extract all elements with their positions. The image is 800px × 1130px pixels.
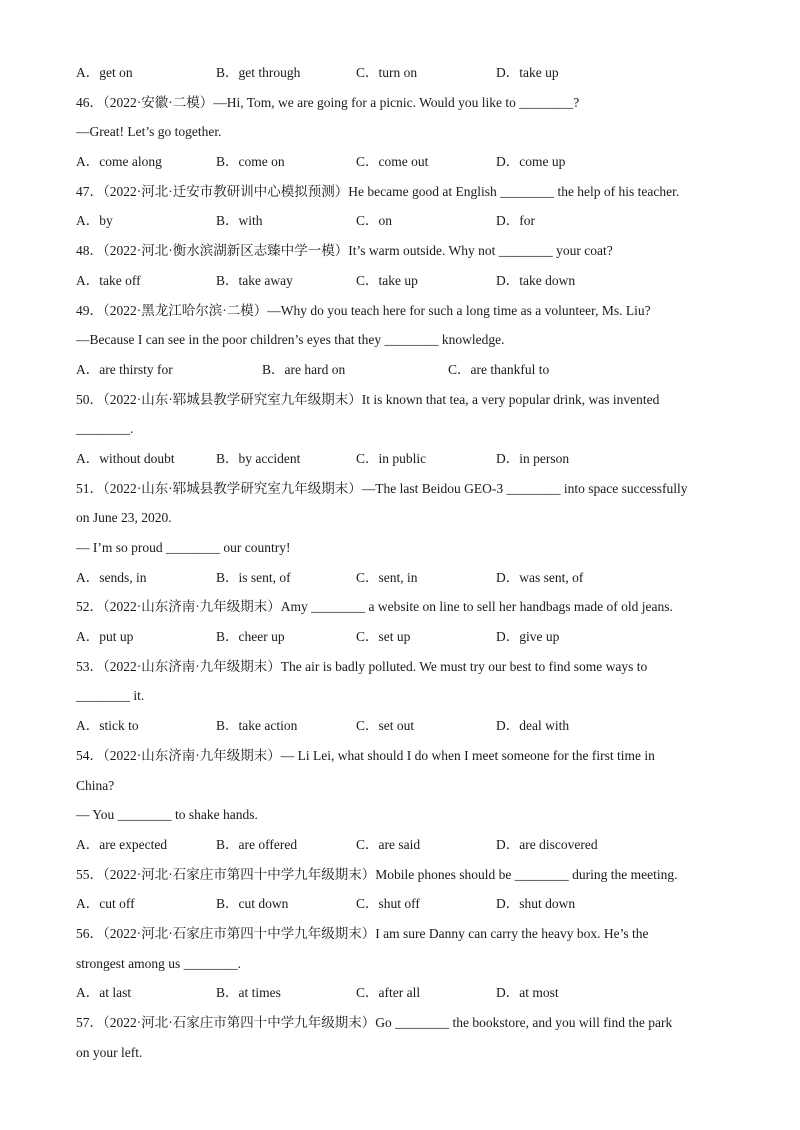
- question-text-line: China?: [76, 777, 115, 793]
- answer-options-row: [76, 58, 736, 88]
- question-text-line: on your left.: [76, 1044, 143, 1060]
- answer-option: B．by accident: [216, 450, 301, 466]
- question-text-line: 47．（2022·河北·迁安市教研训中心模拟预测）He became good at English ________ the help of his teacher.: [76, 183, 680, 199]
- question-text-line: ________.: [76, 421, 134, 437]
- answer-option: C．turn on: [356, 65, 418, 80]
- question-text-line: 56．（2022·河北·石家庄市第四十中学九年级期末）I am sure Danny can carry the heavy box. He’s the: [76, 925, 649, 941]
- answer-option: C．take up: [356, 272, 418, 288]
- answer-option: A．by: [76, 213, 113, 229]
- answer-option: C．shut off: [356, 896, 420, 912]
- answer-option: D．come up: [496, 154, 566, 170]
- exercise-page: [76, 58, 736, 1067]
- answer-option: D．for: [496, 213, 535, 229]
- answer-option: C．come out: [356, 154, 429, 170]
- answer-options-row: [76, 355, 736, 385]
- question-text-line: 46．（2022·安徽·二模）—Hi, Tom, we are going for a picnic. Would you like to ________?: [76, 94, 580, 110]
- question-text-line: —Because I can see in the poor children’s eyes that they ________ knowledge.: [76, 332, 505, 348]
- answer-option: A．come along: [76, 154, 162, 170]
- answer-option: A．without doubt: [76, 450, 175, 466]
- answer-option: D．give up: [496, 629, 560, 645]
- answer-option: A．are expected: [76, 836, 168, 852]
- answer-options-row: [76, 147, 736, 177]
- question-text-line: 52．（2022·山东济南·九年级期末）Amy ________ a website on line to sell her handbags made of old jeans.: [76, 599, 673, 615]
- question-text-line: 51．（2022·山东·郓城县教学研究室九年级期末）—The last Beidou GEO-3 ________ into space successfully: [76, 480, 688, 496]
- answer-option: D．in person: [496, 450, 570, 466]
- answer-option: D．are discovered: [496, 836, 598, 852]
- answer-option: B．is sent, of: [216, 569, 291, 585]
- answer-option: D．shut down: [496, 896, 576, 912]
- answer-option: D．was sent, of: [496, 569, 584, 585]
- answer-option: B．are hard on: [262, 361, 346, 377]
- question-text-line: — I’m so proud ________ our country!: [76, 540, 291, 555]
- answer-option: A．are thirsty for: [76, 361, 173, 377]
- answer-option: C．sent, in: [356, 569, 418, 585]
- answer-option: B．come on: [216, 154, 285, 170]
- answer-options-row: [76, 206, 736, 236]
- answer-option: A．stick to: [76, 718, 139, 734]
- question-text-line: strongest among us ________.: [76, 955, 241, 971]
- question-text-line: —Great! Let’s go together.: [76, 124, 222, 140]
- answer-options-row: [76, 563, 736, 593]
- answer-option: C．in public: [356, 450, 427, 466]
- answer-option: C．set up: [356, 629, 411, 645]
- answer-option: D．deal with: [496, 718, 570, 734]
- answer-options-row: [76, 711, 736, 741]
- question-text-line: 49．（2022·黑龙江哈尔滨·二模）—Why do you teach here for such a long time as a volunteer, Ms. Liu?: [76, 302, 651, 318]
- question-text-line: 53．（2022·山东济南·九年级期末）The air is badly polluted. We must try our best to find some ways to: [76, 658, 648, 674]
- answer-option: B．with: [216, 213, 263, 229]
- answer-option: B．at times: [216, 985, 281, 1001]
- answer-option: D．take up: [496, 65, 559, 80]
- answer-option: B．take away: [216, 272, 293, 288]
- answer-option: C．are said: [356, 836, 421, 852]
- answer-option: B．get through: [216, 65, 301, 80]
- question-text-line: 48．（2022·河北·衡水滨湖新区志臻中学一模）It’s warm outside. Why not ________ your coat?: [76, 243, 613, 259]
- answer-option: A．take off: [76, 272, 141, 288]
- question-text-line: 54．（2022·山东济南·九年级期末）— Li Lei, what should I do when I meet someone for the first time in: [76, 747, 655, 763]
- answer-options-row: [76, 266, 736, 296]
- answer-option: A．put up: [76, 629, 134, 645]
- question-text-line: on June 23, 2020.: [76, 510, 172, 526]
- answer-option: B．cheer up: [216, 629, 285, 645]
- answer-option: A．cut off: [76, 896, 135, 912]
- answer-option: C．after all: [356, 985, 421, 1001]
- answer-option: A．at last: [76, 985, 132, 1001]
- question-text-line: 55．（2022·河北·石家庄市第四十中学九年级期末）Mobile phones should be ________ during the meeting.: [76, 866, 678, 882]
- answer-option: A．sends, in: [76, 569, 147, 585]
- answer-option: A．get on: [76, 65, 133, 80]
- answer-option: C．are thankful to: [448, 361, 550, 377]
- answer-option: D．at most: [496, 985, 559, 1001]
- answer-options-row: [76, 830, 736, 860]
- answer-option: C．on: [356, 213, 393, 229]
- answer-options-row: [76, 444, 736, 474]
- question-text-line: — You ________ to shake hands.: [76, 807, 258, 823]
- question-text-line: 50．（2022·山东·郓城县教学研究室九年级期末）It is known that tea, a very popular drink, was invented: [76, 391, 660, 407]
- answer-option: C．set out: [356, 718, 415, 734]
- question-text-line: 57．（2022·河北·石家庄市第四十中学九年级期末）Go ________ the bookstore, and you will find the park: [76, 1015, 673, 1030]
- answer-option: B．cut down: [216, 896, 289, 912]
- answer-options-row: [76, 889, 736, 919]
- question-text-line: ________ it.: [76, 688, 145, 704]
- answer-option: B．take action: [216, 718, 298, 734]
- answer-option: D．take down: [496, 272, 576, 288]
- answer-option: B．are offered: [216, 836, 298, 852]
- answer-options-row: [76, 622, 736, 652]
- answer-options-row: [76, 978, 736, 1008]
